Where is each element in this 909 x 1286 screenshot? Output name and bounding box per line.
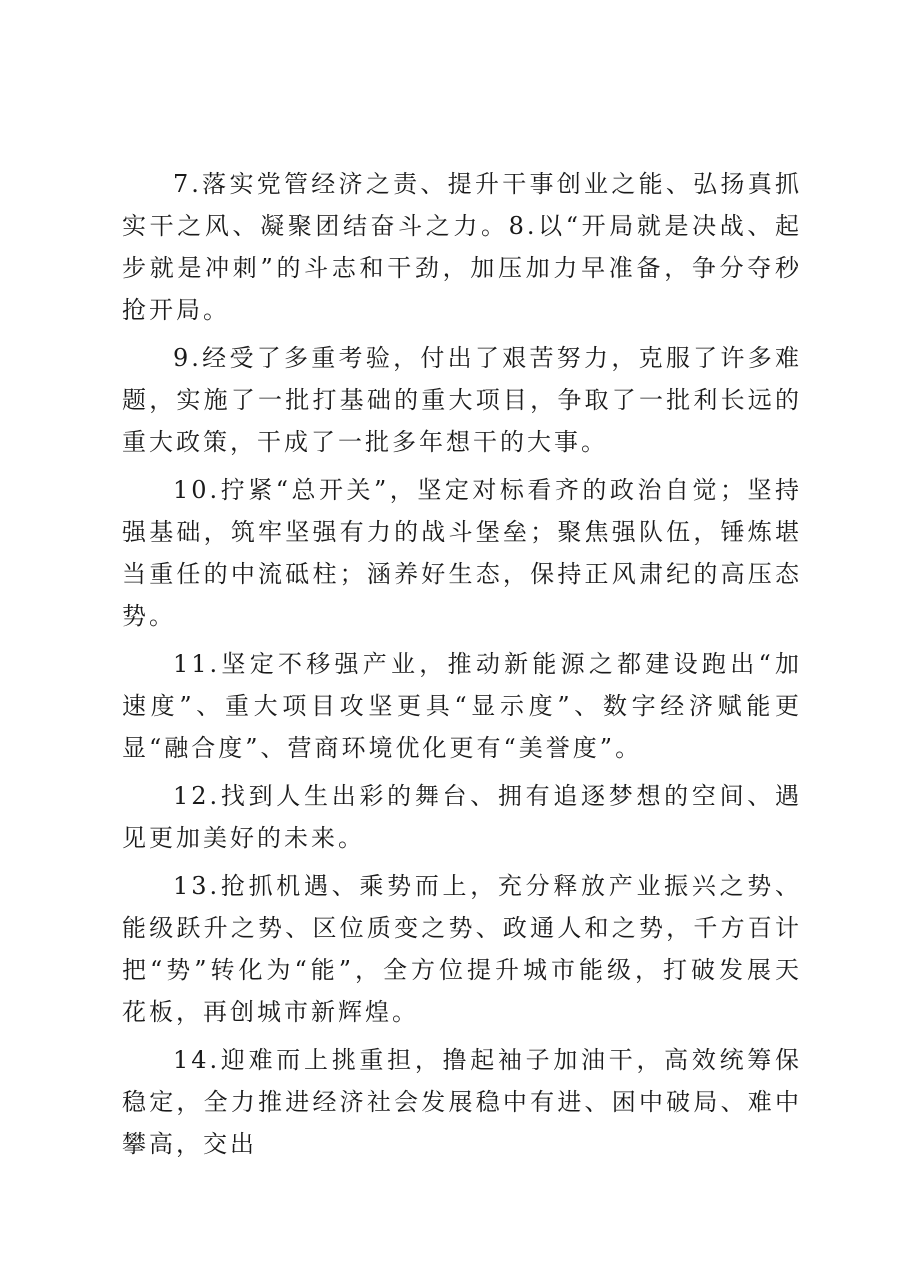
paragraph-12: 12.找到人生出彩的舞台、拥有追逐梦想的空间、遇见更加美好的未来。 bbox=[122, 782, 802, 852]
paragraph-7-8: 7.落实党管经济之责、提升干事创业之能、弘扬真抓实干之风、凝聚团结奋斗之力。8.以“开局就是决战、起步就是冲刺”的斗志和干劲，加压加力早准备，争分夺秒抢开局。 bbox=[122, 170, 802, 324]
paragraph-11: 11.坚定不移强产业，推动新能源之都建设跑出“加速度”、重大项目攻坚更具“显示度”、数字经济赋能更显“融合度”、营商环境优化更有“美誉度”。 bbox=[122, 650, 802, 762]
paragraph-10: 10.拧紧“总开关”，坚定对标看齐的政治自觉；坚持强基础，筑牢坚强有力的战斗堡垒；聚焦强队伍，锤炼堪当重任的中流砥柱；涵养好生态，保持正风肃纪的高压态势。 bbox=[122, 476, 802, 630]
document-body bbox=[122, 163, 802, 1171]
paragraph-13: 13.抢抓机遇、乘势而上，充分释放产业振兴之势、能级跃升之势、区位质变之势、政通人和之势，千方百计把“势”转化为“能”，全方位提升城市能级，打破发展天花板，再创城市新辉煌。 bbox=[122, 872, 802, 1026]
paragraph-9: 9.经受了多重考验，付出了艰苦努力，克服了许多难题，实施了一批打基础的重大项目，争取了一批利长远的重大政策，干成了一批多年想干的大事。 bbox=[122, 344, 802, 456]
paragraph-14: 14.迎难而上挑重担，撸起袖子加油干，高效统筹保稳定，全力推进经济社会发展稳中有进、困中破局、难中攀高，交出 bbox=[122, 1046, 802, 1158]
